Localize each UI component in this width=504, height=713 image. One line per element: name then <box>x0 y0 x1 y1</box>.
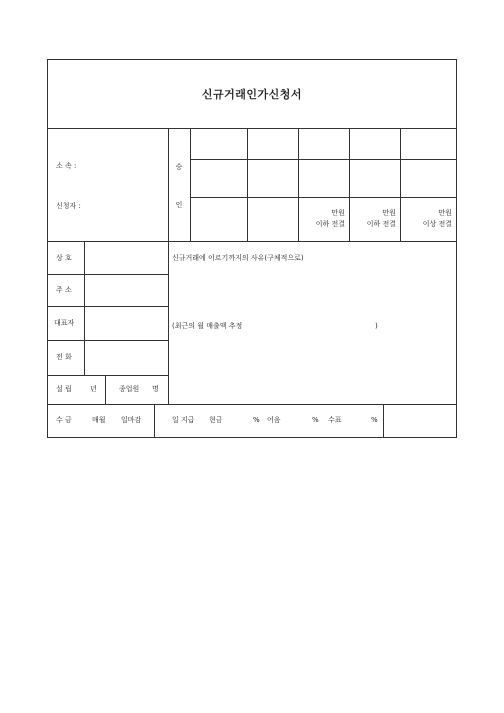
limit-2-amount: 만원 <box>382 209 396 217</box>
limit-3-rule: 이상 전결 <box>422 220 452 228</box>
table-rule <box>400 128 401 241</box>
phone-label: 전 화 <box>56 353 72 361</box>
payday-label: 일 지급 <box>172 416 195 424</box>
table-rule <box>48 340 168 341</box>
form-title: 신규거래인가신청서 <box>48 60 456 129</box>
limit-3-amount: 만원 <box>438 209 452 217</box>
limit-1-amount: 만원 <box>331 209 345 217</box>
reason-label: 신규거래에 이르기까지의 사유(구체적으로) <box>172 254 304 262</box>
table-rule <box>48 241 456 242</box>
bill-percent: % <box>312 416 319 424</box>
established-label: 설 립 <box>56 385 72 393</box>
table-rule <box>247 128 248 241</box>
table-rule <box>168 128 169 241</box>
cash-percent: % <box>253 416 260 424</box>
collection-label: 수 금 <box>56 416 72 424</box>
approval-label-top: 승 <box>175 163 183 171</box>
check-label: 수표 <box>328 416 342 424</box>
limit-2-rule: 이하 전결 <box>366 220 396 228</box>
sales-estimate-close: ) <box>375 322 378 330</box>
approval-label-bottom: 인 <box>175 201 183 209</box>
table-rule <box>349 128 350 241</box>
year-label: 년 <box>90 385 97 393</box>
address-label: 주 소 <box>56 286 72 294</box>
cutoff-label: 일마감 <box>121 416 142 424</box>
application-form <box>47 59 457 438</box>
persons-label: 명 <box>152 385 159 393</box>
bill-label: 어음 <box>267 416 281 424</box>
table-rule <box>168 241 169 404</box>
table-rule <box>84 241 85 375</box>
cash-label: 현금 <box>209 416 223 424</box>
sales-estimate-label: (최근의 월 매출액 추정 <box>172 322 243 330</box>
table-rule <box>190 128 191 241</box>
table-rule <box>105 375 106 404</box>
limit-1-rule: 이하 전결 <box>315 220 345 228</box>
table-rule <box>48 404 456 405</box>
table-rule <box>48 375 168 376</box>
affiliation-label: 소 속 : <box>56 162 77 170</box>
applicant-label: 신청자 : <box>56 202 81 210</box>
table-rule <box>48 306 168 307</box>
table-rule <box>154 404 155 437</box>
table-rule <box>190 197 456 198</box>
table-rule <box>383 404 384 437</box>
table-rule <box>48 274 168 275</box>
monthly-label: 매월 <box>92 416 106 424</box>
check-percent: % <box>371 416 378 424</box>
table-rule <box>298 128 299 241</box>
representative-label: 대표자 <box>54 319 75 327</box>
company-name-label: 상 호 <box>56 254 72 262</box>
employees-label: 종업원 <box>119 385 140 393</box>
table-rule <box>190 159 456 160</box>
